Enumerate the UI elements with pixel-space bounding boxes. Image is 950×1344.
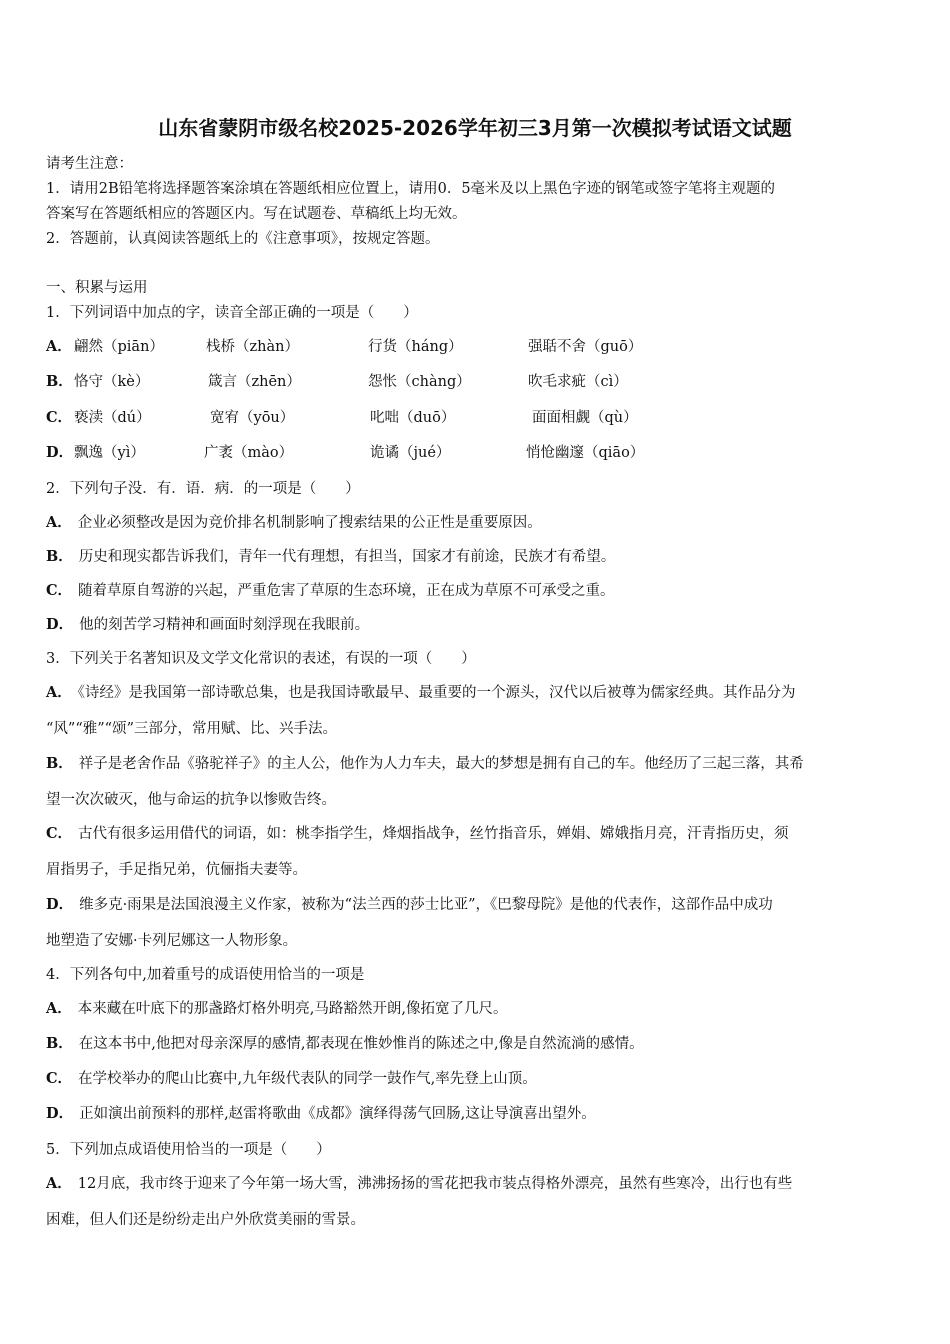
option-text: 祥子是老舍作品《骆驼祥子》的主人公，他作为人力车夫，最大的梦想是拥有自己的车。他经历了三起三落，其希 [78,756,804,772]
option-word: 面面相觑（qù） [532,410,638,426]
q3-option-a [46,681,796,702]
q4-option-b [46,1032,644,1053]
q4-option-a [46,997,507,1018]
option-text: 维多克·雨果是法国浪漫主义作家，被称为“法兰西的莎士比亚”，《巴黎母院》是他的代表作，这部作品中成功 [79,897,773,913]
option-text: 《诗经》是我国第一部诗歌总集，也是我国诗歌最早、最重要的一个源头，汉代以后被尊为儒家经典。其作品分为 [77,685,796,701]
option-word: 栈桥（zhàn） [206,339,299,355]
option-label: B． [46,548,73,565]
q3-option-d [46,893,773,914]
q3-option-a-cont: “风”“雅”“颂”三部分，常用赋、比、兴手法。 [46,721,337,737]
q1-option-b [46,370,906,392]
q1-option-c [46,406,906,428]
q5-stem: 5．下列加点成语使用恰当的一项是（ ） [46,1142,331,1158]
option-word: 飘逸（yì） [74,445,145,461]
option-word: 吹毛求疵（cì） [528,374,628,390]
option-label: C． [46,582,73,599]
option-label: C． [46,825,73,842]
q2-option-d [46,613,369,634]
notice-item-1a: 1．请用2B铅笔将选择题答案涂填在答题纸相应位置上，请用0．5毫米及以上黑色字迹的钢笔或签字笔将主观题的 [46,181,776,197]
option-label: C． [46,1070,73,1087]
q3-option-d-cont: 地塑造了安娜·卡列尼娜这一人物形象。 [46,933,298,949]
q1-option-a [46,335,906,357]
option-label: B． [46,373,73,390]
option-text: 随着草原自驾游的兴起，严重危害了草原的生态环境，正在成为草原不可承受之重。 [78,583,615,599]
option-text: 他的刻苦学习精神和画面时刻浮现在我眼前。 [79,617,370,633]
q1-option-d [46,441,906,463]
option-word: 诡谲（jué） [370,445,451,461]
option-label: D． [46,896,74,913]
option-word: 亵渎（dú） [74,410,151,426]
notice-item-2: 2．答题前，认真阅读答题纸上的《注意事项》，按规定答题。 [46,231,440,247]
option-word: 强聒不舍（guō） [528,339,643,355]
option-word: 叱咄（duō） [370,410,456,426]
notice-heading: 请考生注意： [46,156,133,172]
option-word: 翩然（piān） [74,339,164,355]
option-label: D． [46,616,74,633]
q3-option-b [46,752,804,773]
option-text: 在这本书中,他把对母亲深厚的感情,都表现在惟妙惟肖的陈述之中,像是自然流淌的感情。 [78,1036,644,1052]
option-word: 怨怅（chàng） [368,374,471,390]
option-label: D． [46,1105,74,1122]
option-label: B． [46,755,73,772]
option-text: 正如演出前预料的那样,赵雷将歌曲《成都》演绎得荡气回肠,这让导演喜出望外。 [79,1106,596,1122]
option-label: D． [46,444,74,461]
option-text: 12月底，我市终于迎来了今年第一场大雪，沸沸扬扬的雪花把我市装点得格外漂亮，虽然有些寒冷，出行也有些 [77,1176,793,1192]
q4-option-d [46,1102,596,1123]
page-title: 山东省蒙阴市级名校2025-2026学年初三3月第一次模拟考试语文试题 [158,116,792,140]
q4-stem: 4．下列各句中,加着重号的成语使用恰当的一项是 [46,967,365,983]
option-word: 箴言（zhēn） [208,374,301,390]
option-label: A． [46,1175,72,1192]
q2-stem: 2．下列句子没．有．语．病．的一项是（ ） [46,481,360,497]
notice-item-1b: 答案写在答题纸相应的答题区内。写在试题卷、草稿纸上均无效。 [46,206,467,222]
option-label: A． [46,1000,72,1017]
q2-option-b [46,545,615,566]
section-heading: 一、积累与运用 [46,280,148,296]
option-word: 恪守（kè） [74,374,150,390]
q3-stem: 3．下列关于名著知识及文学文化常识的表述，有误的一项（ ） [46,651,476,667]
option-word: 宽宥（yōu） [210,410,295,426]
option-label: B． [46,1035,73,1052]
option-label: A． [46,684,72,701]
q3-option-c-cont: 眉指男子，手足指兄弟，伉俪指夫妻等。 [46,862,307,878]
option-label: C． [46,409,73,426]
q2-option-c [46,579,615,600]
q4-option-c [46,1067,537,1088]
q1-stem: 1．下列词语中加点的字，读音全部正确的一项是（ ） [46,305,418,321]
option-label: A． [46,338,72,355]
option-text: 历史和现实都告诉我们，青年一代有理想，有担当，国家才有前途，民族才有希望。 [78,549,616,565]
option-label: A． [46,514,72,531]
option-word: 广袤（mào） [204,445,294,461]
q5-option-a [46,1172,792,1193]
option-text: 在学校举办的爬山比赛中,九年级代表队的同学一鼓作气,率先登上山顶。 [78,1071,537,1087]
option-text: 古代有很多运用借代的词语，如：桃李指学生，烽烟指战争，丝竹指音乐，婵娟、嫦娥指月亮，汗青指历史，须 [78,826,789,842]
option-text: 企业必须整改是因为竞价排名机制影响了搜索结果的公正性是重要原因。 [77,515,542,531]
option-word: 行货（háng） [368,339,463,355]
option-text: 本来藏在叶底下的那盏路灯格外明亮,马路豁然开朗,像拓宽了几尺。 [77,1001,508,1017]
q3-option-b-cont: 望一次次破灭，他与命运的抗争以惨败告终。 [46,792,336,808]
q5-option-a-cont: 困难，但人们还是纷纷走出户外欣赏美丽的雪景。 [46,1212,365,1228]
q2-option-a [46,511,542,532]
option-word: 悄怆幽邃（qiāo） [526,445,645,461]
q3-option-c [46,822,789,843]
